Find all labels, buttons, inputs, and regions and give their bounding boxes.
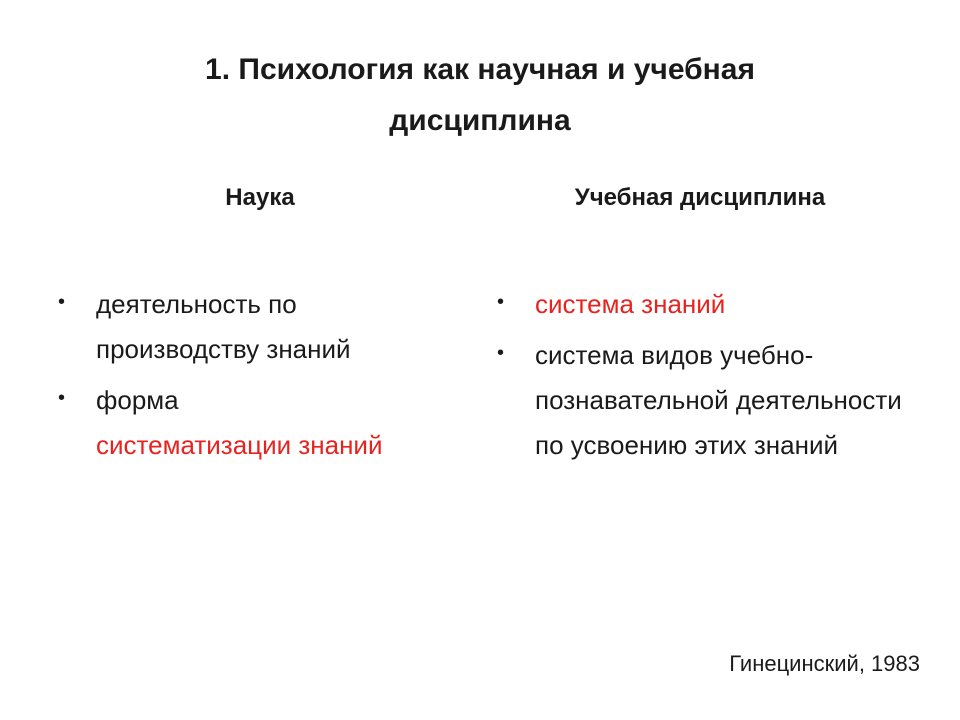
- slide-title-line-2: дисциплина: [389, 104, 571, 137]
- list-item-text: форма: [96, 385, 179, 415]
- list-item: [58, 282, 438, 372]
- list-item: [58, 378, 438, 468]
- discipline-list: [497, 282, 917, 474]
- citation: Гинецинский, 1983: [729, 651, 920, 676]
- discipline-heading: Учебная дисциплина: [574, 184, 826, 211]
- science-list: [58, 282, 438, 474]
- bullet-icon: •: [497, 291, 505, 313]
- list-item-highlight: система знаний: [535, 289, 726, 319]
- list-item: [497, 333, 917, 468]
- list-item: [497, 282, 917, 327]
- list-item-highlight: систематизации знаний: [96, 430, 383, 460]
- bullet-icon: •: [497, 342, 505, 364]
- list-item-text: система видов учебно-познавательной деятельности по усвоению этих знаний: [535, 340, 902, 460]
- science-heading: Наука: [225, 184, 295, 211]
- bullet-icon: •: [58, 291, 66, 313]
- list-item-text: деятельность по производству знаний: [96, 289, 351, 364]
- bullet-icon: •: [58, 387, 66, 409]
- slide-title-line-1: 1. Психология как научная и учебная: [205, 53, 755, 86]
- slide-title: [80, 44, 880, 146]
